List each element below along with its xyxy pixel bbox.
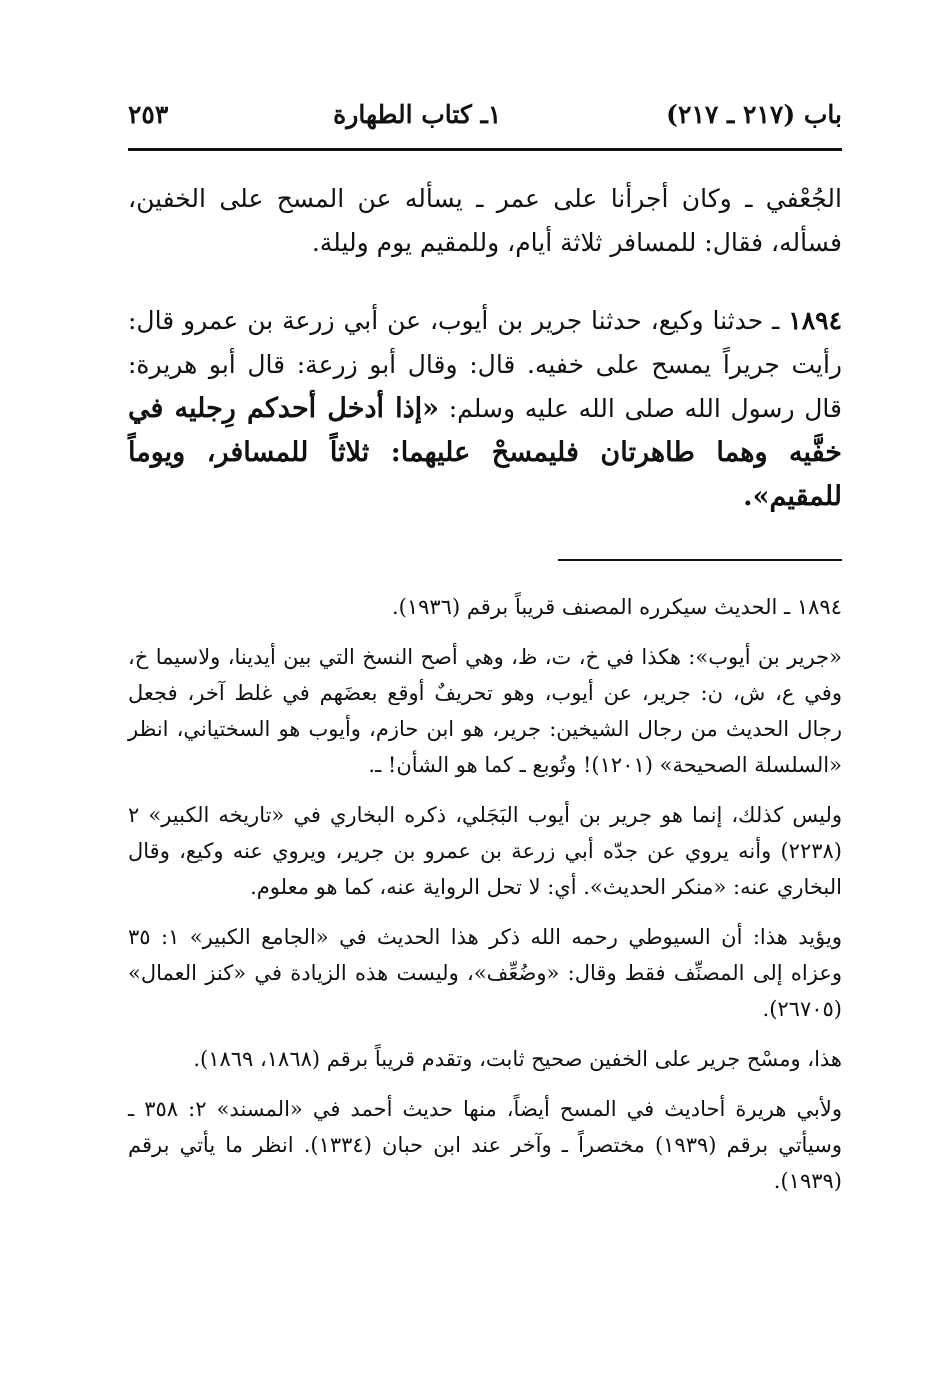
footnote-paragraph: ويؤيد هذا: أن السيوطي رحمه الله ذكر هذا الحديث في «الجامع الكبير» ١: ٣٥ وعزاه إلى المصنِّف فقط وقال: «وضُعِّف»، وليست هذه الزيادة في «كنز العمال» (٢٦٧٠٥). bbox=[128, 925, 842, 1021]
main-paragraph-2 bbox=[128, 299, 842, 519]
footnotes bbox=[128, 589, 842, 1199]
footnote-paragraph: ولأبي هريرة أحاديث في المسح أيضاً، منها حديث أحمد في «المسند» ٢: ٣٥٨ ـ وسيأتي برقم (١٩٣٩) مختصراً ـ وآخر عند ابن حبان (١٣٣٤). انظر ما يأتي برقم (١٩٣٩). bbox=[128, 1097, 843, 1193]
header-rule bbox=[128, 148, 842, 151]
footnote-paragraph: هذا، ومسْح جرير على الخفين صحيح ثابت، وتقدم قريباً برقم (١٨٦٨، ١٨٦٩). bbox=[193, 1047, 842, 1071]
chapter-heading: باب (٢١٧ ـ ٢١٧) bbox=[666, 100, 842, 129]
main-text bbox=[128, 177, 842, 519]
footnote-paragraph: ١٨٩٤ ـ الحديث سيكرره المصنف قريباً برقم (١٩٣٦). bbox=[391, 595, 842, 619]
footnote-paragraph: وليس كذلك، إنما هو جرير بن أيوب البَجَلي، ذكره البخاري في «تاريخه الكبير» ٢ (٢٢٣٨) وأنه يروي عن جدّه أبي زرعة بن عمرو بن جرير، ويروي عنه وكيع، وقال البخاري عنه: «منكر الحديث». أي: لا تحل الرواية عنه، كما هو معلوم. bbox=[128, 803, 842, 899]
page-number: ٢٥٣ bbox=[128, 100, 169, 129]
hadith-text: «إذا أدخل أحدكم رِجليه في خفَّيه وهما طاهرتان فليمسحْ عليهما: ثلاثاً للمسافر، ويوماً للمقيم». bbox=[128, 393, 842, 512]
book-page bbox=[128, 100, 842, 1199]
hadith-chain: ـ حدثنا وكيع، حدثنا جرير بن أيوب، عن أبي زرعة بن عمرو قال: رأيت جريراً يمسح على خفيه. قال: وقال أبو زرعة: قال أبو هريرة: قال رسول الله صلى الله عليه وسلم: bbox=[128, 306, 842, 423]
running-header bbox=[128, 100, 842, 146]
hadith-number: ١٨٩٤ bbox=[788, 306, 842, 335]
footnote-paragraph: «جرير بن أيوب»: هكذا في خ، ت، ظ، وهي أصح النسخ التي بين أيدينا، ولاسيما خ، وفي ع، ش، ن: جرير، عن أيوب، وهو تحريفٌ أوقع بعضَهم في غلط آخر، فجعل رجال الحديث من رجال الشيخين: جرير، هو ابن حازم، وأيوب هو السختياني، انظر «السلسلة الصحيحة» (١٢٠١)! وتُوبع ـ كما هو الشأن! ـ. bbox=[128, 645, 842, 777]
footnote-separator bbox=[558, 559, 842, 561]
main-paragraph-1: الجُعْفي ـ وكان أجرأنا على عمر ـ يسأله عن المسح على الخفين، فسأله، فقال: للمسافر ثلاثة أيام، وللمقيم يوم وليلة. bbox=[128, 184, 842, 257]
book-title: ١ـ كتاب الطهارة bbox=[333, 100, 502, 129]
